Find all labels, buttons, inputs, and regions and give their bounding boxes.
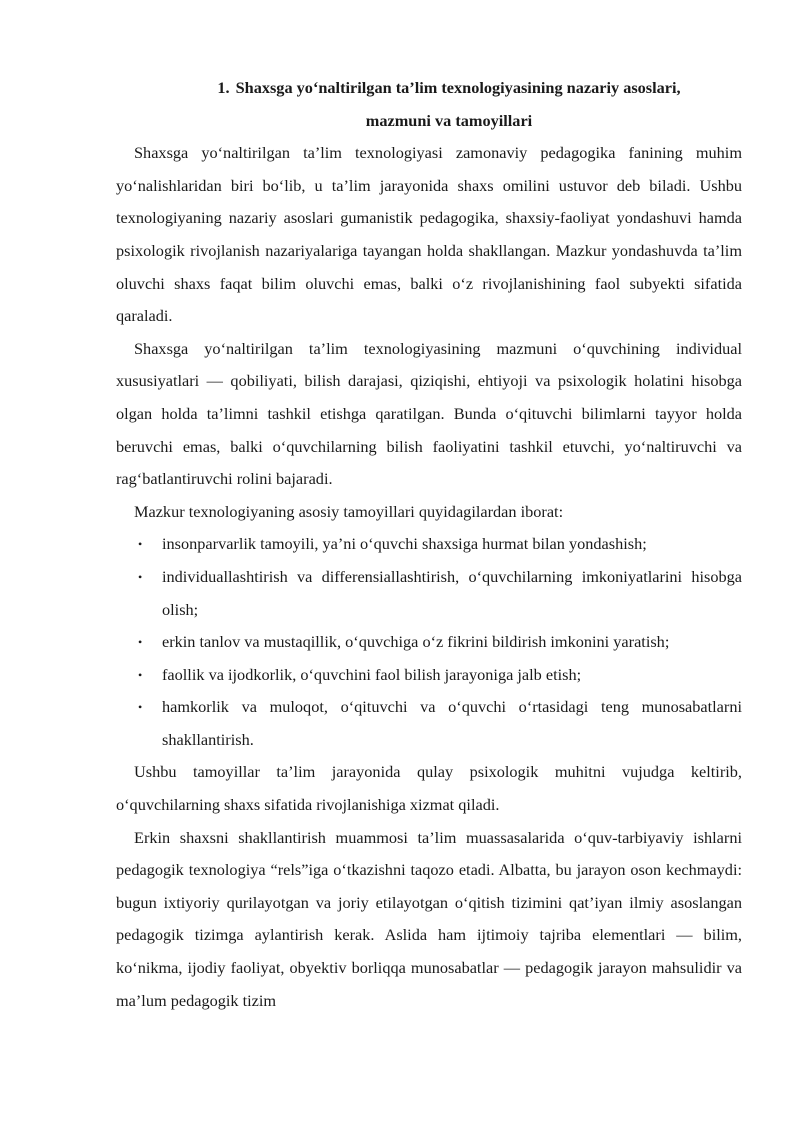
bullet-icon: • [138, 700, 143, 715]
principles-list [116, 528, 742, 756]
paragraph-principles-intro: Mazkur texnologiyaning asosiy tamoyillari quyidagilardan iborat: [134, 501, 564, 521]
list-item-text: insonparvarlik tamoyili, ya’ni o‘quvchi shaxsiga hurmat bilan yondashish; [162, 534, 647, 554]
paragraph-intro: Shaxsga yo‘naltirilgan ta’lim texnologiyasi zamonaviy pedagogika fanining muhim yo‘nalishlaridan biri bo‘lib, u ta’lim jarayonida shaxs omilini ustuvor deb biladi. Ushbu texnologiyaning nazariy asoslari gumanistik pedagogika, shaxsiy-faoliyat yondashuvi hamda psixologik rivojlanish nazariyalariga tayangan holda shakllangan. Mazkur yondashuvda ta’lim oluvchi shaxs faqat bilim oluvchi emas, balki o‘z rivojlanishining faol subyekti sifatida qaraladi. [116, 143, 742, 326]
list-item [116, 691, 742, 756]
heading-number: 1. [217, 78, 230, 97]
heading-line-2: mazmuni va tamoyillari [365, 110, 533, 130]
list-item-text: erkin tanlov va mustaqillik, o‘quvchiga o‘z fikrini bildirish imkonini yaratish; [162, 632, 670, 652]
section-heading [116, 72, 742, 137]
list-item-text: faollik va ijodkorlik, o‘quvchini faol bilish jarayoniga jalb etish; [162, 664, 582, 684]
bullet-icon: • [138, 569, 143, 584]
paragraph-summary: Ushbu tamoyillar ta’lim jarayonida qulay psixologik muhitni vujudga keltirib, o‘quvchilarning shaxs sifatida rivojlanishiga xizmat qiladi. [116, 762, 742, 815]
heading-title-part-1: Shaxsga yo‘naltirilgan ta’lim texnologiyasining nazariy asoslari, [235, 78, 681, 97]
list-item [116, 626, 742, 659]
heading-line-1 [156, 72, 742, 105]
document-page [116, 72, 742, 1017]
paragraph-free-personality: Erkin shaxsni shakllantirish muammosi ta’lim muassasalarida o‘quv-tarbiyaviy ishlarni pedagogik texnologiya “rels”iga o‘tkazishni taqozo etadi. Albatta, bu jarayon oson kechmaydi: bugun ixtiyoriy qurilayotgan va joriy etilayotgan o‘qitish tizimini qat’iyan ilmiy asoslangan pedagogik tizimga aylantirish kerak. Aslida ham ijtimoiy tajriba elementlari — bilim, ko‘nikma, ijodiy faoliyat, obyektiv borliqqa munosabatlar — pedagogik jarayon mahsulidir va ma’lum pedagogik tizim [116, 827, 742, 1010]
bullet-icon: • [138, 667, 143, 682]
list-item [116, 659, 742, 692]
list-item [116, 561, 742, 626]
list-item-text: individuallashtirish va differensiallashtirish, o‘quvchilarning imkoniyatlarini hisobga olish; [162, 566, 742, 619]
list-item [116, 528, 742, 561]
bullet-icon: • [138, 635, 143, 650]
bullet-icon: • [138, 537, 143, 552]
list-item-text: hamkorlik va muloqot, o‘qituvchi va o‘quvchi o‘rtasidagi teng munosabatlarni shakllantirish. [162, 697, 742, 749]
paragraph-content: Shaxsga yo‘naltirilgan ta’lim texnologiyasining mazmuni o‘quvchining individual xususiyatlari — qobiliyati, bilish darajasi, qiziqishi, ehtiyoji va psixologik holatini hisobga olgan holda ta’limni tashkil etishga qaratilgan. Bunda o‘qituvchi bilimlarni tayyor holda beruvchi emas, balki o‘quvchilarning bilish faoliyatini tashkil etuvchi, yo‘naltiruvchi va rag‘batlantiruvchi rolini bajaradi. [116, 338, 742, 489]
